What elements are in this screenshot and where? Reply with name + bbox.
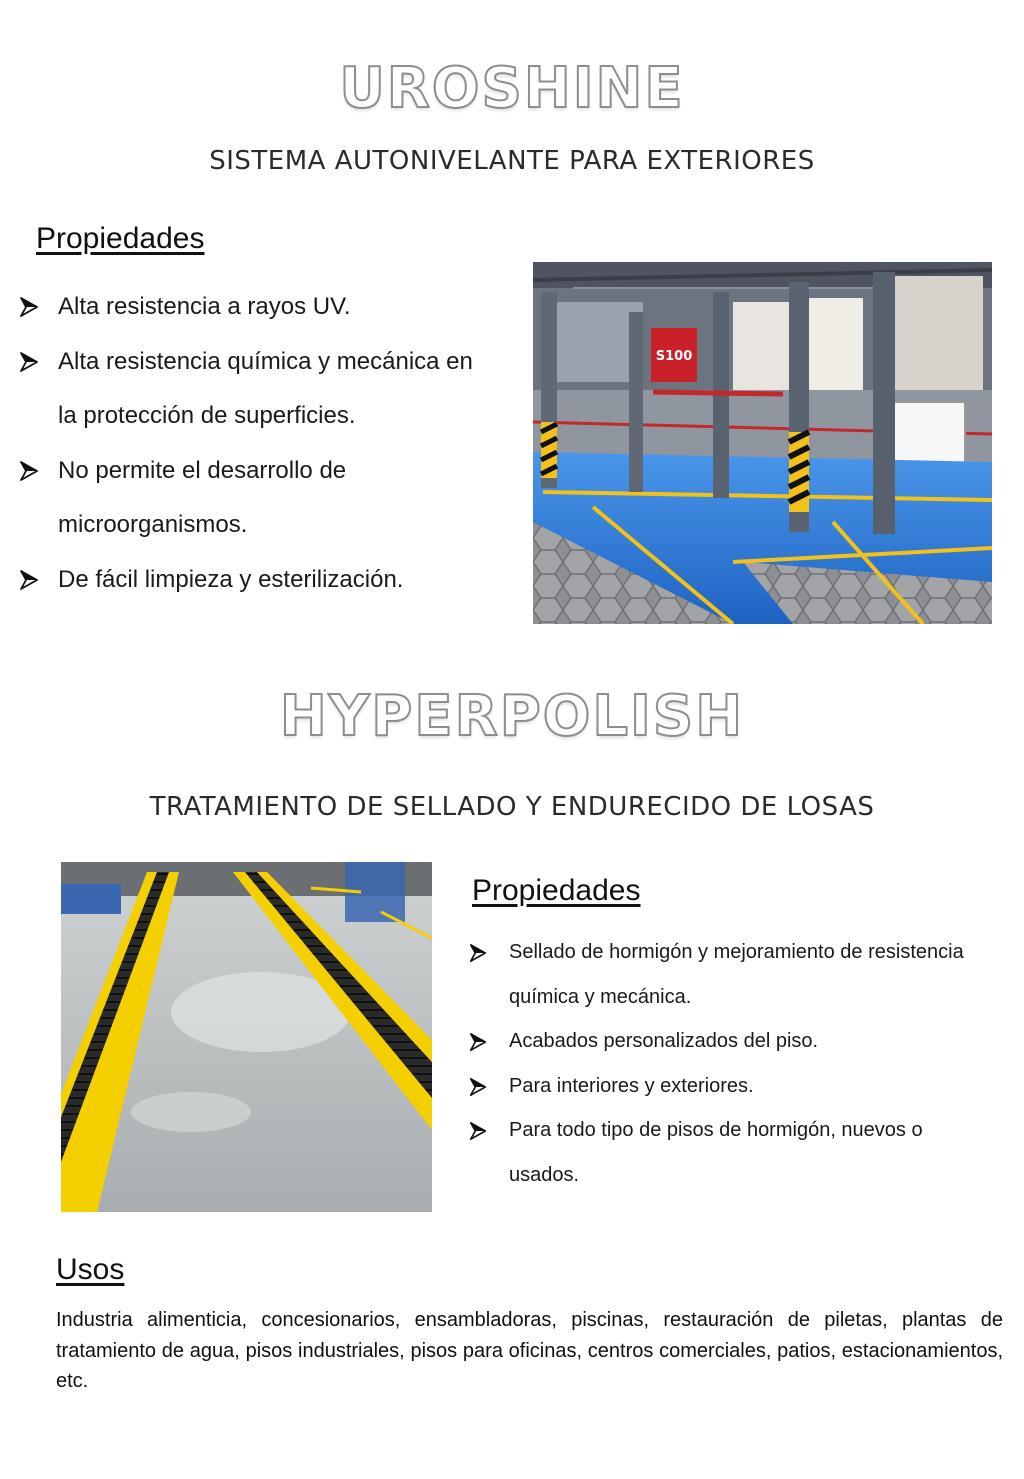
uroshine-properties-heading: Propiedades bbox=[36, 222, 205, 255]
arrow-bullet-icon bbox=[468, 1032, 488, 1052]
list-item bbox=[468, 1064, 998, 1109]
hyperpolish-property-text: Para todo tipo de pisos de hormigón, nuevos o usados. bbox=[509, 1119, 923, 1186]
hyperpolish-property-text: Sellado de hormigón y mejoramiento de resistencia química y mecánica. bbox=[509, 941, 964, 1008]
arrow-bullet-icon bbox=[18, 460, 40, 482]
uroshine-subtitle: SISTEMA AUTONIVELANTE PARA EXTERIORES bbox=[209, 146, 815, 176]
uroshine-properties-list bbox=[18, 280, 488, 607]
arrow-bullet-icon bbox=[18, 351, 40, 373]
usos-heading: Usos bbox=[56, 1253, 125, 1286]
uroshine-property-text: De fácil limpieza y esterilización. bbox=[58, 565, 404, 593]
hyperpolish-property-text: Acabados personalizados del piso. bbox=[509, 1030, 819, 1052]
arrow-bullet-icon bbox=[468, 1077, 488, 1097]
usos-text: Industria alimenticia, concesionarios, ensambladoras, piscinas, restauración de piletas, plantas de tratamiento de agua, pisos industriales, pisos para oficinas, centros comerciales, patios, estacionamientos, etc. bbox=[56, 1309, 1003, 1392]
hyperpolish-property-text: Para interiores y exteriores. bbox=[509, 1074, 754, 1097]
list-item bbox=[468, 1019, 998, 1064]
list-item bbox=[18, 335, 488, 444]
uroshine-photo bbox=[533, 262, 992, 624]
hyperpolish-properties-list bbox=[468, 930, 998, 1197]
list-item bbox=[468, 1108, 998, 1197]
uroshine-property-text: No permite el desarrollo de microorganismos. bbox=[58, 456, 347, 538]
list-item bbox=[18, 553, 488, 608]
arrow-bullet-icon bbox=[18, 569, 40, 591]
uroshine-property-text: Alta resistencia a rayos UV. bbox=[58, 293, 351, 320]
list-item bbox=[18, 280, 488, 335]
hyperpolish-title: HYPERPOLISH bbox=[279, 684, 745, 749]
arrow-bullet-icon bbox=[468, 943, 488, 963]
arrow-bullet-icon bbox=[468, 1121, 488, 1141]
list-item bbox=[18, 444, 488, 553]
hyperpolish-subtitle: TRATAMIENTO DE SELLADO Y ENDURECIDO DE LOSAS bbox=[149, 792, 875, 822]
hyperpolish-photo bbox=[61, 862, 432, 1212]
uroshine-title: UROSHINE bbox=[339, 56, 685, 121]
photo-sign-text: S100 bbox=[655, 349, 693, 364]
uroshine-property-text: Alta resistencia química y mecánica en la protección de superficies. bbox=[58, 347, 473, 429]
arrow-bullet-icon bbox=[18, 296, 40, 318]
list-item bbox=[468, 930, 998, 1019]
hyperpolish-properties-heading: Propiedades bbox=[472, 874, 641, 907]
